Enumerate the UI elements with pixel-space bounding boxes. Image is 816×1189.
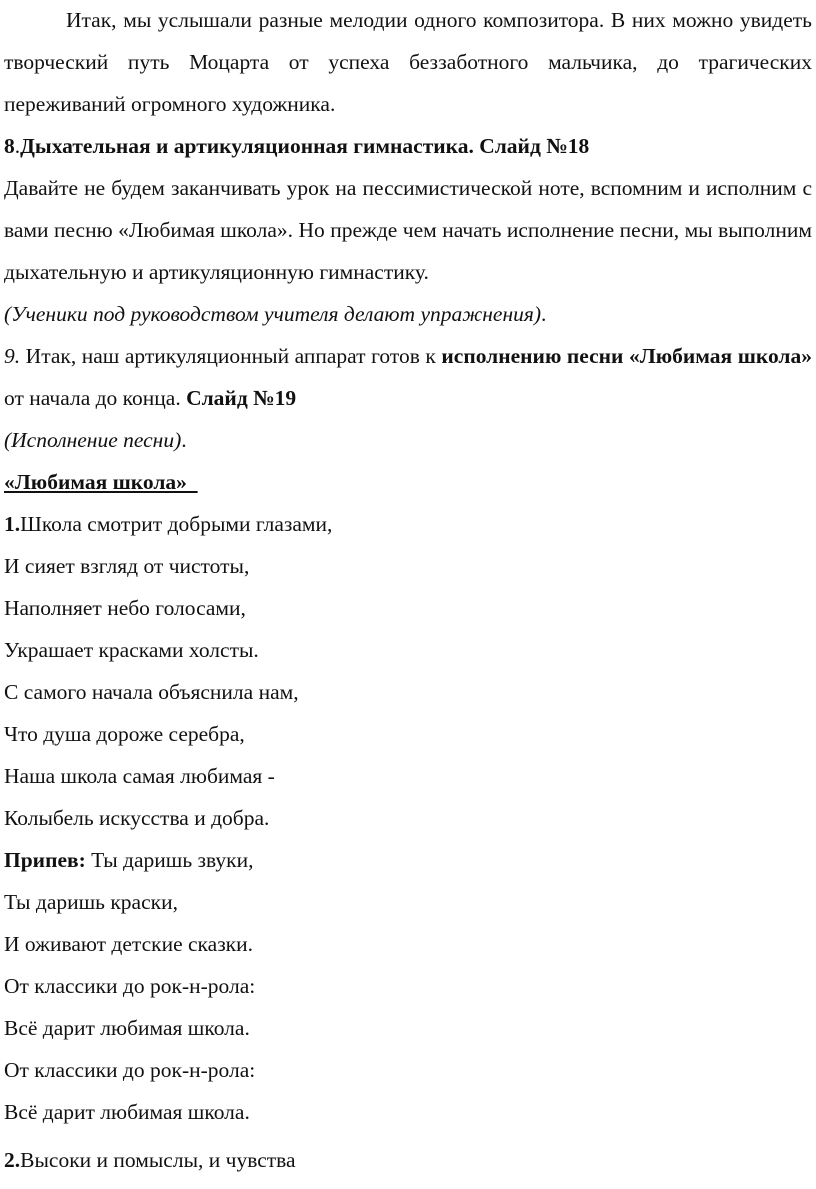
chorus-line: И оживают детские сказки.	[4, 932, 254, 956]
section-8-note	[0, 293, 816, 335]
section-8-heading	[0, 125, 816, 167]
intro-paragraph: Итак, мы услышали разные мелодии одного композитора. В них можно увидеть творческий путь Моцарта от успеха беззаботного мальчика, до трагических переживаний огромного художника.	[4, 8, 812, 116]
verse-2-line	[0, 1139, 816, 1181]
song-title	[0, 461, 816, 503]
verse-1	[0, 503, 816, 839]
verse-2-number: 2.	[4, 1148, 21, 1172]
verse-1-line: Что душа дороже серебра,	[4, 722, 245, 746]
verse-1-line: Наполняет небо голосами,	[4, 596, 246, 620]
verse-1-line: Наша школа самая любимая -	[4, 764, 275, 788]
chorus-line	[0, 839, 816, 881]
section-8-dot: .	[14, 134, 21, 158]
chorus	[0, 839, 816, 1133]
section-9-note-end: .	[181, 428, 187, 452]
chorus-line: Всё дарит любимая школа.	[4, 1016, 250, 1040]
section-8-note-end: .	[541, 302, 547, 326]
song-title-text: «Любимая школа»	[4, 470, 198, 494]
verse-1-number: 1.	[4, 512, 21, 536]
chorus-line: От классики до рок-н-рола:	[4, 1058, 256, 1082]
verse-1-line: С самого начала объяснила нам,	[4, 680, 299, 704]
section-9-text-a: Итак, наш артикуляционный аппарат готов к	[20, 344, 442, 368]
verse-2-line-text: Высоки и помыслы, и чувства	[20, 1148, 296, 1172]
section-8-body: Давайте не будем заканчивать урок на пессимистической ноте, вспомним и исполним с вами песню «Любимая школа». Но прежде чем начать исполнение песни, мы выполним дыхательную и артикуляционную гимнастику.	[4, 176, 812, 284]
chorus-label: Припев:	[4, 848, 86, 872]
section-9-note-text: (Исполнение песни)	[4, 428, 182, 452]
section-8-number: 8	[4, 134, 15, 158]
section-9-note	[0, 419, 816, 461]
section-9-text-b: от начала до конца.	[4, 386, 187, 410]
chorus-line: От классики до рок-н-рола:	[4, 974, 256, 998]
verse-1-line: Украшает красками холсты.	[4, 638, 259, 662]
chorus-line-text: Ты даришь звуки,	[85, 848, 254, 872]
chorus-line: Всё дарит любимая школа.	[4, 1100, 250, 1124]
section-8-title: Дыхательная и артикуляционная гимнастика. Слайд №18	[20, 134, 590, 158]
verse-1-line: И сияет взгляд от чистоты,	[4, 554, 250, 578]
verse-1-line	[0, 503, 816, 545]
slide-19-ref: Слайд №19	[186, 386, 297, 410]
verse-1-line: Колыбель искусства и добра.	[4, 806, 270, 830]
section-9-paragraph	[0, 335, 816, 419]
section-9-number: 9.	[4, 344, 21, 368]
section-8-note-text: (Ученики под руководством учителя делают упражнения)	[4, 302, 542, 326]
section-9-song-ref: исполнению песни «Любимая школа»	[441, 344, 812, 368]
verse-1-line-text: Школа смотрит добрыми глазами,	[20, 512, 333, 536]
chorus-line: Ты даришь краски,	[4, 890, 178, 914]
